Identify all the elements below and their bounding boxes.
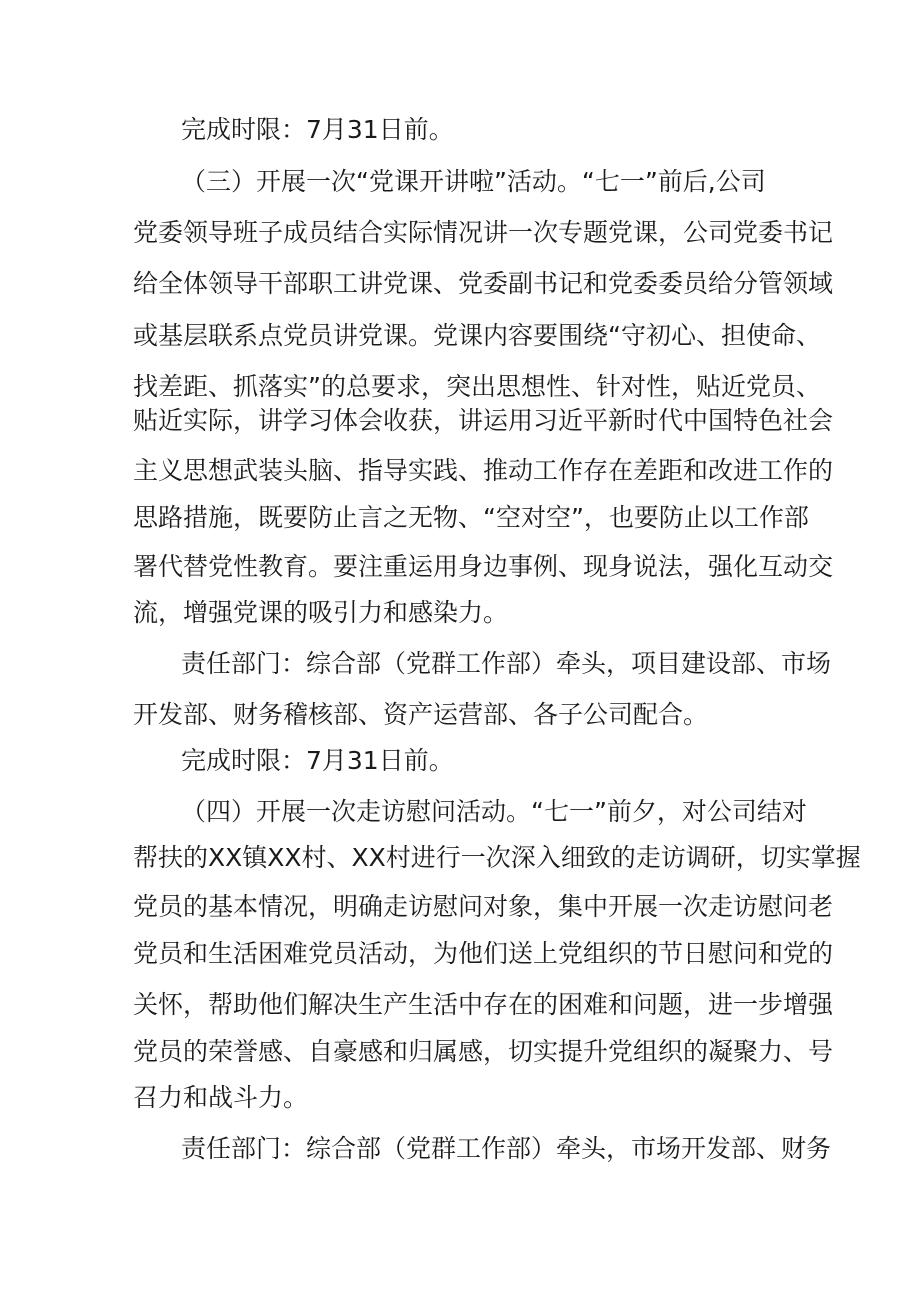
section-3-text-line: 找差距、抓落实”的总要求，突出思想性、针对性，贴近党员、 <box>133 372 821 401</box>
section-4-heading-line: （四）开展一次走访慰问活动。“七一”前夕，对公司结对 <box>181 797 807 826</box>
section-4-text-line: 关怀，帮助他们解决生产生活中存在的困难和问题，进一步增强 <box>133 990 834 1019</box>
section-3-text-line: 给全体领导干部职工讲党课、党委副书记和党委委员给分管领域 <box>133 269 834 298</box>
section-3-text-line: 党委领导班子成员结合实际情况讲一次专题党课，公司党委书记 <box>133 218 834 247</box>
deadline-line-1: 完成时限：7月31日前。 <box>181 115 454 144</box>
section-3-text-line: 署代替党性教育。要注重运用身边事例、现身说法，强化互动交 <box>133 552 834 581</box>
section-3-text-line: 流，增强党课的吸引力和感染力。 <box>133 598 509 627</box>
deadline-line-2: 完成时限：7月31日前。 <box>181 746 454 775</box>
responsible-dept-line-3: 责任部门：综合部（党群工作部）牵头，市场开发部、财务 <box>181 1134 832 1163</box>
section-3-text-line: 主义思想武装头脑、指导实践、推动工作存在差距和改进工作的 <box>133 456 834 485</box>
section-4-text-line: 帮扶的XX镇XX村、XX村进行一次深入细致的走访调研，切实掌握 <box>133 843 861 872</box>
section-4-text-line: 党员的基本情况，明确走访慰问对象，集中开展一次走访慰问老 <box>133 892 834 921</box>
section-3-text-line: 或基层联系点党员讲党课。党课内容要围绕“守初心、担使命、 <box>133 321 821 350</box>
responsible-dept-line-1: 责任部门：综合部（党群工作部）牵头，项目建设部、市场 <box>181 649 832 678</box>
section-3-text-line: 思路措施，既要防止言之无物、“空对空”，也要防止以工作部 <box>133 503 809 532</box>
section-3-heading-line: （三）开展一次“党课开讲啦”活动。“七一”前后,公司 <box>181 167 766 196</box>
responsible-dept-line-2: 开发部、财务稽核部、资产运营部、各子公司配合。 <box>133 700 709 729</box>
section-4-text-line: 党员和生活困难党员活动，为他们送上党组织的节日慰问和党的 <box>133 939 834 968</box>
section-4-text-line: 召力和战斗力。 <box>133 1083 309 1112</box>
section-3-text-line: 贴近实际，讲学习体会收获，讲运用习近平新时代中国特色社会 <box>133 406 834 435</box>
section-4-text-line: 党员的荣誉感、自豪感和归属感，切实提升党组织的凝聚力、号 <box>133 1037 834 1066</box>
